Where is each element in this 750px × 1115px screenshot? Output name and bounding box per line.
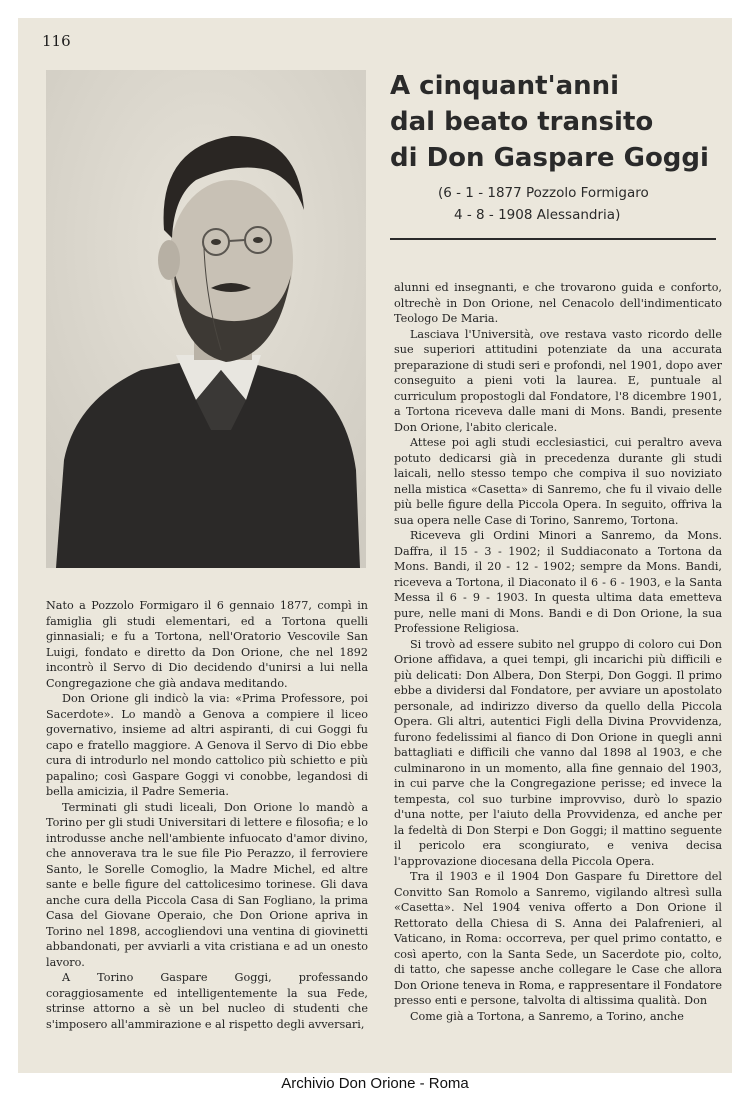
- article-title-line-2: dal beato transito: [390, 107, 654, 137]
- article-dates-line-2: 4 - 8 - 1908 Alessandria): [454, 207, 621, 223]
- paragraph: Tra il 1903 e il 1904 Don Gaspare fu Direttore del Convitto San Romolo a Sanremo, vigilando altresì sulla «Casetta». Nel 1904 veniva offerto a Don Orione il Rettorato della Chiesa di S. Anna dei Palafrenieri, al Vaticano, in Roma: occorreva, per quel primo contatto, e così aperto, con la Santa Sede, un Sacerdote pio, colto, di tatto, che sapesse anche collegare le Case che allora Don Orione teneva in Roma, e rappresentare il Fondatore presso enti e persone, talvolta di altissima qualità. Don: [394, 870, 722, 1007]
- paragraph: Lasciava l'Università, ove restava vasto ricordo delle sue superiori attitudini potenziate da una accurata preparazione di studi seri e profondi, nel 1901, dopo aver conseguito a pieni voti la laurea. E, puntuale al curriculum propostogli dal Fondatore, l'8 dicembre 1901, a Tortona riceveva dalle mani di Mons. Bandi, presente Don Orione, l'abito clericale.: [394, 327, 722, 434]
- paragraph: alunni ed insegnanti, e che trovarono guida e conforto, oltrechè in Don Orione, nel Cenacolo dell'indimenticato Teologo De Maria.: [394, 281, 722, 325]
- paragraph: Don Orione gli indicò la via: «Prima Professore, poi Sacerdote». Lo mandò a Genova a compiere il liceo governativo, insieme ad altri aspiranti, di cui Goggi fu capo e fratello maggiore. A Genova il Servo di Dio ebbe cura di introdurlo nel mondo cattolico più schietto e più papalino; così Gaspare Goggi vi conobbe, legandosi di bella amicizia, il Padre Semeria.: [46, 692, 368, 798]
- left-text-column: [46, 598, 368, 1032]
- paragraph: Riceveva gli Ordini Minori a Sanremo, da Mons. Daffra, il 15 - 3 - 1902; il Suddiaconato a Tortona da Mons. Bandi, il 20 - 12 - 1902; sempre da Mons. Bandi, riceveva a Tortona, il Diaconato il 6 - 6 - 1903, e la Santa Messa il 6 - 9 - 1903. In questa ultima data emetteva pure, nelle mani di Mons. Bandi e di Don Orione, la sua Professione Religiosa.: [394, 529, 722, 635]
- paragraph: A Torino Gaspare Goggi, professando coraggiosamente ed intelligentemente la sua Fede, strinse attorno a sè un bel nucleo di studenti che s'imposero all'ammirazione e al rispetto degli avversari,: [46, 971, 368, 1031]
- article-dates: [390, 182, 722, 226]
- paragraph: Terminati gli studi liceali, Don Orione lo mandò a Torino per gli studi Universitari di lettere e filosofia; e lo introdusse anche nell'ambiente infuocato d'amor divino, che annoverava tra le sue file Pio Perazzo, il ferroviere Santo, le Sorelle Comoglio, la Madre Michel, ed altre sante e belle figure del cattolicesimo torinese. Gli dava anche cura della Piccola Casa di San Fogliano, la prima Casa del Giovane Operaio, che Don Orione apriva in Torino nel 1898, accogliendovi una ventina di giovinetti abbandonati, per avviarli a vita cristiana e ad un onesto lavoro.: [46, 800, 368, 969]
- paragraph: Attese poi agli studi ecclesiastici, cui peraltro aveva potuto dedicarsi già in precedenza durante gli studi laicali, nello stesso tempo che compiva il suo noviziato nella mistica «Casetta» di Sanremo, che fu il vivaio delle più belle figure della Piccola Opera. In seguito, offriva la sua opera nelle Case di Torino, Sanremo, Tortona.: [394, 436, 722, 527]
- article-title-line-3: di Don Gaspare Goggi: [390, 143, 709, 173]
- article-title-line-1: A cinquant'anni: [390, 71, 620, 101]
- archive-footer: Archivio Don Orione - Roma: [281, 1075, 469, 1092]
- right-text-column: [394, 280, 722, 1024]
- scanned-page: [18, 18, 732, 1073]
- article-title-block: [390, 68, 722, 226]
- article-dates-line-1: (6 - 1 - 1877 Pozzolo Formigaro: [438, 185, 649, 201]
- paragraph: Nato a Pozzolo Formigaro il 6 gennaio 1877, compì in famiglia gli studi elementari, ed a Tortona quelli ginnasiali; e fu a Tortona, nell'Oratorio Vescovile San Luigi, fondato e diretto da Don Orione, che nel 1892 incontrò il Servo di Dio decidendo d'unirsi a lui nella Congregazione che già andava meditando.: [46, 599, 368, 690]
- portrait-photo: [46, 70, 366, 568]
- paragraph: Come già a Tortona, a Sanremo, a Torino, anche: [410, 1009, 684, 1023]
- paragraph: Si trovò ad essere subito nel gruppo di coloro cui Don Orione affidava, a quei tempi, gli incarichi più difficili e più delicati: Don Albera, Don Sterpi, Don Goggi. Il primo ebbe a dividersi dal Fondatore, per avviare un apostolato personale, ad indirizzo diverso da quello della Piccola Opera. Gli altri, autentici Figli della Divina Provvidenza, furono fedelissimi al fianco di Don Orione in quegli anni battagliati e difficili che vanno dal 1898 al 1903, e che culminarono in un momento, alla fine gennaio del 1903, in cui parve che la Congregazione perisse; ed invece la tempesta, col suo turbine improvviso, durò lo spazio d'una notte, per l'aiuto della Provvidenza, ed anche per la fedeltà di Don Sterpi e Don Goggi; il mattino seguente il pericolo era scongiurato, e veniva decisa l'approvazione diocesana della Piccola Opera.: [394, 637, 722, 868]
- page-number: 116: [42, 32, 71, 50]
- portrait-photo-icon: [46, 70, 366, 568]
- title-divider: [390, 238, 716, 240]
